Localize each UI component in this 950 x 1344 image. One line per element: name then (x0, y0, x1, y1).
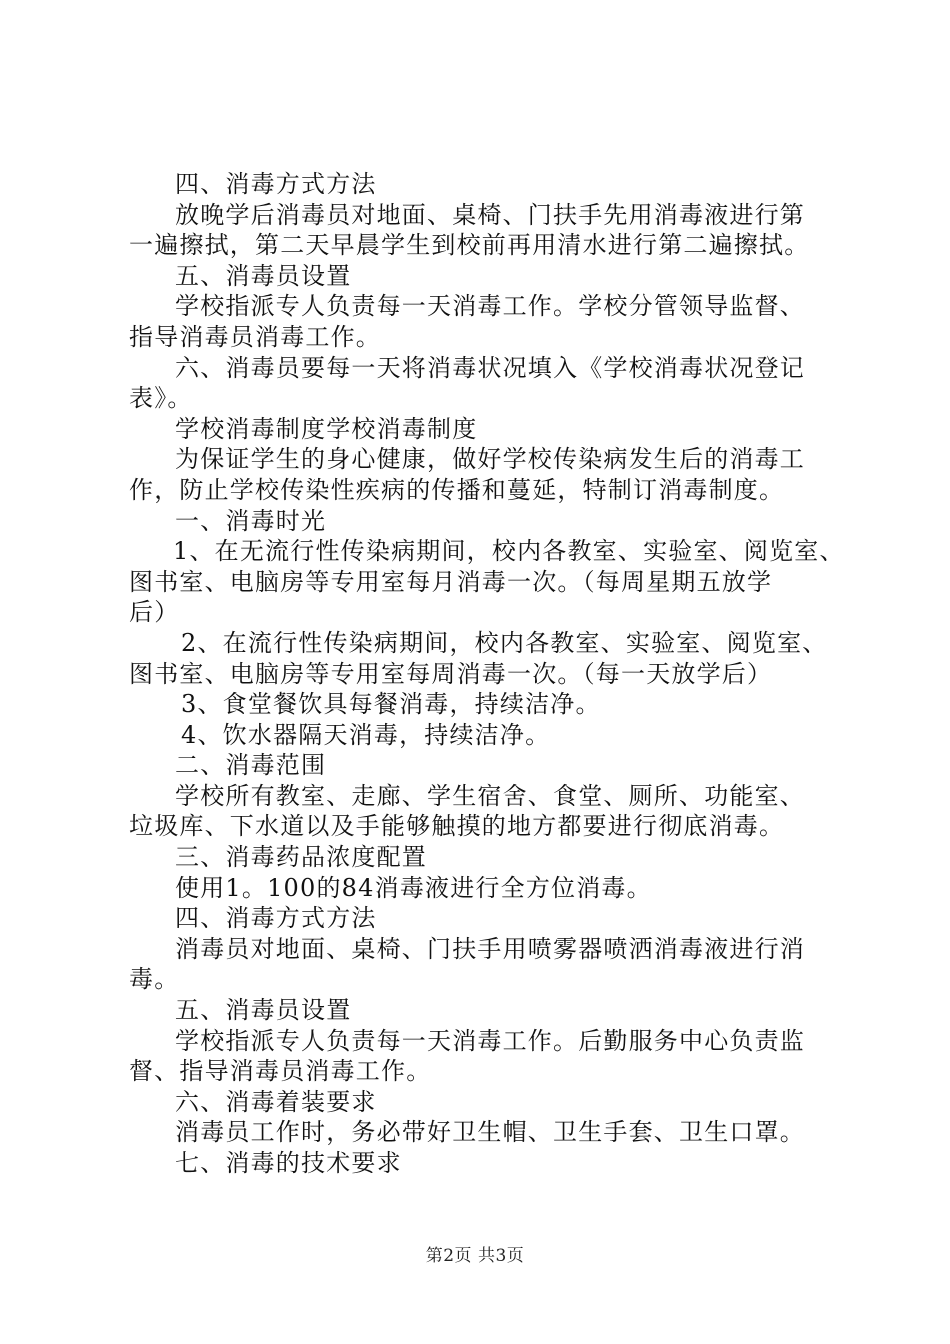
paragraph-line: 督、指导消毒员消毒工作。 (129, 1057, 432, 1086)
paragraph-line: 垃圾库、下水道以及手能够触摸的地方都要进行彻底消毒。 (129, 812, 785, 841)
paragraph-line: 为保证学生的身心健康，做好学校传染病发生后的消毒工 (175, 445, 805, 474)
paragraph-line: 使用1。100的84消毒液进行全方位消毒。 (175, 873, 652, 902)
paragraph-line: 图书室、电脑房等专用室每周消毒一次。（每一天放学后） (129, 659, 773, 688)
section-heading: 三、消毒药品浓度配置 (175, 843, 427, 872)
paragraph-line: 毒。 (129, 965, 180, 994)
section-heading: 六、消毒员要每一天将消毒状况填入《学校消毒状况登记 (175, 353, 805, 382)
list-item: 3、食堂餐饮具每餐消毒，持续洁净。 (181, 690, 601, 719)
page-number-footer: 第2页 共3页 (425, 1246, 525, 1266)
section-heading: 二、消毒范围 (175, 751, 327, 780)
section-heading: 五、消毒员设置 (175, 261, 352, 290)
paragraph-line: 学校指派专人负责每一天消毒工作。后勤服务中心负责监 (175, 1026, 805, 1055)
document-body (129, 169, 845, 1179)
document-title: 学校消毒制度学校消毒制度 (175, 414, 478, 443)
section-heading: 五、消毒员设置 (175, 996, 352, 1025)
paragraph-line: 指导消毒员消毒工作。 (129, 322, 381, 351)
section-heading: 四、消毒方式方法 (175, 170, 377, 198)
section-heading: 一、消毒时光 (175, 506, 327, 535)
list-item: 4、饮水器隔天消毒，持续洁净。 (181, 720, 551, 749)
paragraph-line: 一遍擦拭，第二天早晨学生到校前再用清水进行第二遍擦拭。 (129, 231, 810, 260)
section-heading: 四、消毒方式方法 (175, 904, 377, 933)
paragraph-line: 学校指派专人负责每一天消毒工作。学校分管领导监督、 (175, 292, 805, 321)
paragraph-line: 后） (129, 598, 180, 627)
section-heading: 七、消毒的技术要求 (175, 1149, 402, 1177)
paragraph-line: 图书室、电脑房等专用室每月消毒一次。（每周星期五放学 (129, 567, 773, 596)
paragraph-line: 学校所有教室、走廊、学生宿舍、食堂、厕所、功能室、 (175, 781, 805, 810)
paragraph-line: 消毒员对地面、桌椅、门扶手用喷雾器喷洒消毒液进行消 (175, 934, 805, 963)
paragraph-line: 放晚学后消毒员对地面、桌椅、门扶手先用消毒液进行第 (175, 200, 805, 229)
list-item: 2、在流行性传染病期间，校内各教室、实验室、阅览室、 (181, 628, 828, 657)
paragraph-line: 表》。 (129, 384, 193, 413)
paragraph-line: 消毒员工作时，务必带好卫生帽、卫生手套、卫生口罩。 (175, 1118, 805, 1147)
list-item: 1、在无流行性传染病期间，校内各教室、实验室、阅览室、 (173, 537, 845, 566)
paragraph-line: 作，防止学校传染性疾病的传播和蔓延，特制订消毒制度。 (129, 475, 785, 504)
section-heading: 六、消毒着装要求 (175, 1087, 377, 1116)
